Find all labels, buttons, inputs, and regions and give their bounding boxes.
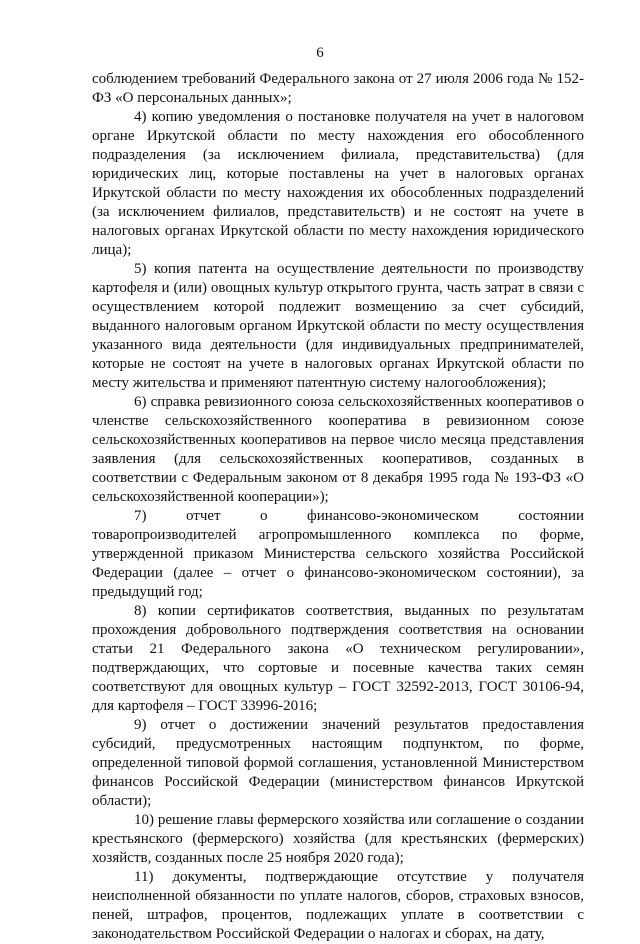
paragraph-item-10: 10) решение главы фермерского хозяйства или соглашение о создании крестьянского (фермерского) хозяйства (для крестьянских (фермерских) хозяйств, созданных после 25 ноября 2020 года); bbox=[92, 812, 584, 866]
paragraph-item-6: 6) справка ревизионного союза сельскохозяйственных кооперативов о членстве сельскохозяйственного кооператива в ревизионном союзе сельскохозяйственных кооперативов на первое число месяца представления заявления (для сельскохозяйственных кооперативов, созданных в соответствии с Федеральным законом от 8 декабря 1995 года № 193-ФЗ «О сельскохозяйственной кооперации»); bbox=[92, 394, 584, 505]
paragraph-item-5: 5) копия патента на осуществление деятельности по производству картофеля и (или) овощных культур открытого грунта, часть затрат в связи с осуществлением которой подлежит возмещению за счет субсидий, выданного налоговым органом Иркутской области по месту осуществления указанного вида деятельности (для индивидуальных предпринимателей, которые не состоят на учете в налоговых органах Иркутской области по месту жительства и применяют патентную систему налогообложения); bbox=[92, 261, 584, 391]
paragraph-item-7: 7) отчет о финансово-экономическом состоянии товаропроизводителей агропромышленного комплекса по форме, утвержденной приказом Министерства сельского хозяйства Российской Федерации (далее – отчет о финансово-экономическом состоянии), за предыдущий год; bbox=[92, 508, 584, 600]
paragraph-item-8: 8) копии сертификатов соответствия, выданных по результатам прохождения добровольного подтверждения соответствия на основании статьи 21 Федерального закона «О техническом регулировании», подтверждающих, что сортовые и посевные качества таких семян соответствуют для овощных культур – ГОСТ 32592-2013, ГОСТ 30106-94, для картофеля – ГОСТ 33996-2016; bbox=[92, 603, 584, 714]
paragraph-continuation: соблюдением требований Федерального закона от 27 июля 2006 года № 152-ФЗ «О персональных данных»; bbox=[92, 71, 584, 106]
paragraph-item-9: 9) отчет о достижении значений результатов предоставления субсидий, предусмотренных настоящим подпунктом, по форме, определенной типовой формой соглашения, установленной Министерством финансов Российской Федерации (министерством финансов Иркутской области); bbox=[92, 717, 584, 809]
paragraph-item-4: 4) копию уведомления о постановке получателя на учет в налоговом органе Иркутской области по месту нахождения его обособленного подразделения (за исключением филиала, представительства) (для юридических лиц, которые поставлены на учет в налоговых органах Иркутской области по месту нахождения их обособленных подразделений (за исключением филиалов, представительств) и не состоят на учете в налоговых органах Иркутской области по месту нахождения юридического лица); bbox=[92, 109, 584, 258]
page-number: 6 bbox=[316, 45, 324, 61]
document-body bbox=[92, 70, 584, 944]
paragraph-item-11: 11) документы, подтверждающие отсутствие у получателя неисполненной обязанности по уплате налогов, сборов, страховых взносов, пеней, штрафов, процентов, подлежащих уплате в соответствии с законодательством Российской Федерации о налогах и сборах, на дату, bbox=[92, 869, 584, 942]
